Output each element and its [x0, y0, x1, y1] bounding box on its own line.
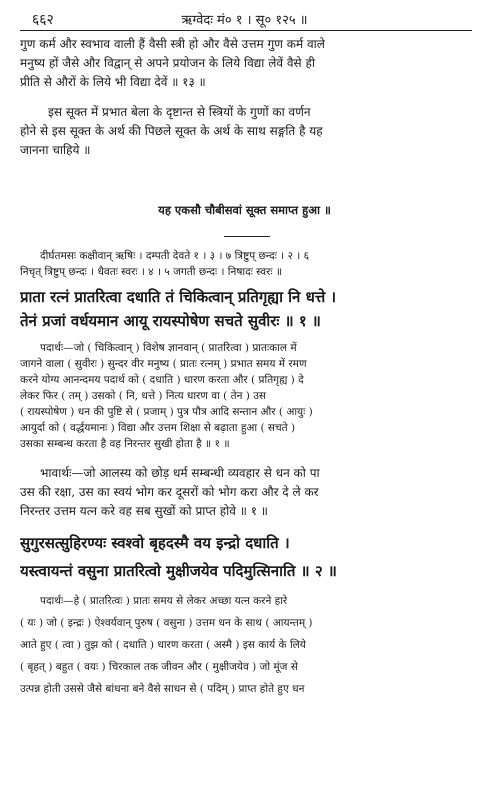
text-line: उत्पन्न होती उससे जैसे बांधना बने वैसे साधन से ( पदिम् ) प्राप्त होते हुए धन [20, 683, 305, 695]
meta-line: दीर्घतमसः कक्षीवान् ऋषिः । दम्पती देवते १ । ३ । ७ त्रिष्टुप् छन्दः । २ । ६ [40, 250, 310, 262]
text-line: जानना चाहिये ॥ [20, 143, 91, 157]
meta-line: निचृत् त्रिष्टुप् छन्दः । धैवतः स्वरः । ४ । ५ जगती छन्दः । निषादः स्वरः ॥ [20, 266, 283, 278]
text-line: आते हुए ( त्वा ) तुझ को ( दधाति ) धारण करता ( अस्मै ) इस कार्य के लिये [20, 639, 306, 651]
separator-rule [224, 236, 270, 237]
mantra-line: प्राता रत्नं प्रातरित्वा दधाति तं चिकित्वान् प्रतिगृह्या नि धत्ते । [20, 288, 337, 306]
text-line: ( यः ) जो ( इन्द्रः ) ऐश्वर्यवान् पुरुष ( वसुना ) उत्तम धन के साथ ( आयन्तम् ) [20, 617, 313, 629]
text-line: मनुष्य हों जैसे और विद्वान् से अपने प्रयोजन के लिये विद्या लेवें वैसे ही [20, 56, 315, 70]
text-line: पदार्थः—जो ( चिकित्वान् ) विशेष ज्ञानवान् ( प्रातरित्वा ) प्रातःकाल में [40, 342, 297, 354]
text-line: भावार्थः—जो आलस्य को छोड़ धर्म सम्बन्धी व्यवहार से धन को पा [40, 466, 320, 480]
page-number: ६६२ [32, 12, 54, 28]
text-line: इस सूक्त में प्रभात बेला के दृष्टान्त से स्त्रियों के गुणों का वर्णन [48, 105, 311, 119]
mantra-line: सुगुरसत्सुहिरण्यः स्वश्वो बृहदस्मै वय इन्द्रो दधाति । [20, 534, 290, 552]
text-line: जागने वाला ( सुवीरः ) सुन्दर वीर मनुष्य ( प्रातः रत्नम् ) प्रभात समय में रमण [20, 358, 307, 370]
text-line: लेकर फिर ( तम् ) उसको ( नि, धत्ते ) नित्य धारण वा ( तेन ) उस [20, 390, 267, 402]
text-line: गुण कर्म और स्वभाव वाली हैं वैसी स्त्री हो और वैसे उत्तम गुण कर्म वाले [20, 37, 325, 51]
running-header: ऋग्वेदः मं० १ । सू० १२५ ॥ [181, 13, 308, 28]
text-line: ( बृहत् ) बहुत ( वयः ) चिरकाल तक जीवन और ( मुक्षीजयेव ) जो मूंज से [20, 661, 298, 673]
text-line: उस की रक्षा, उस का स्वयं भोग कर दूसरों को भोग करा और दे ले कर [20, 485, 319, 499]
sukta-end-title: यह एकसौ चौबीसवां सूक्त समाप्त हुआ ॥ [158, 203, 331, 217]
text-line: करने योग्य आनन्दमय पदार्थ को ( दधाति ) धारण करता और ( प्रतिगृह्य ) दे [20, 374, 304, 386]
text-line: होने से इस सूक्त के अर्थ की पिछले सूक्त के अर्थ के साथ सङ्गति है यह [20, 124, 323, 138]
text-line: आयुर्दा को ( वर्द्धयमानः ) विद्या और उत्तम शिक्षा से बढ़ाता हुआ ( सचते ) [20, 422, 296, 434]
text-line: ( रायस्पोषेण ) धन की पुष्टि से ( प्रजाम् ) पुत्र पौत्र आदि सन्तान और ( आयुः ) [20, 406, 313, 418]
mantra-line: यस्त्वायन्तं वसुना प्रातरित्वो मुक्षीजयेव पदिमुत्सिनाति ॥ २ ॥ [20, 562, 337, 580]
text-line: पदार्थः—हे ( प्रातरित्वः ) प्रातः समय से लेकर अच्छा यत्न करने हारे [40, 595, 288, 607]
text-line: उसका सम्बन्ध करता है वह निरन्तर सुखी होता है ॥ १ ॥ [20, 438, 230, 450]
text-line: प्रीति से औरों के लिये भी विद्या देवें ॥ १३ ॥ [20, 75, 206, 89]
mantra-line: तेनं प्रजां वर्धयमान आयू रायस्पोषेण सचते सुवीरः ॥ १ ॥ [20, 312, 321, 330]
text-line: निरन्तर उत्तम यत्न करे वह सब सुखों को प्राप्त होवे ॥ १ ॥ [20, 504, 268, 518]
header-rule [20, 30, 472, 31]
